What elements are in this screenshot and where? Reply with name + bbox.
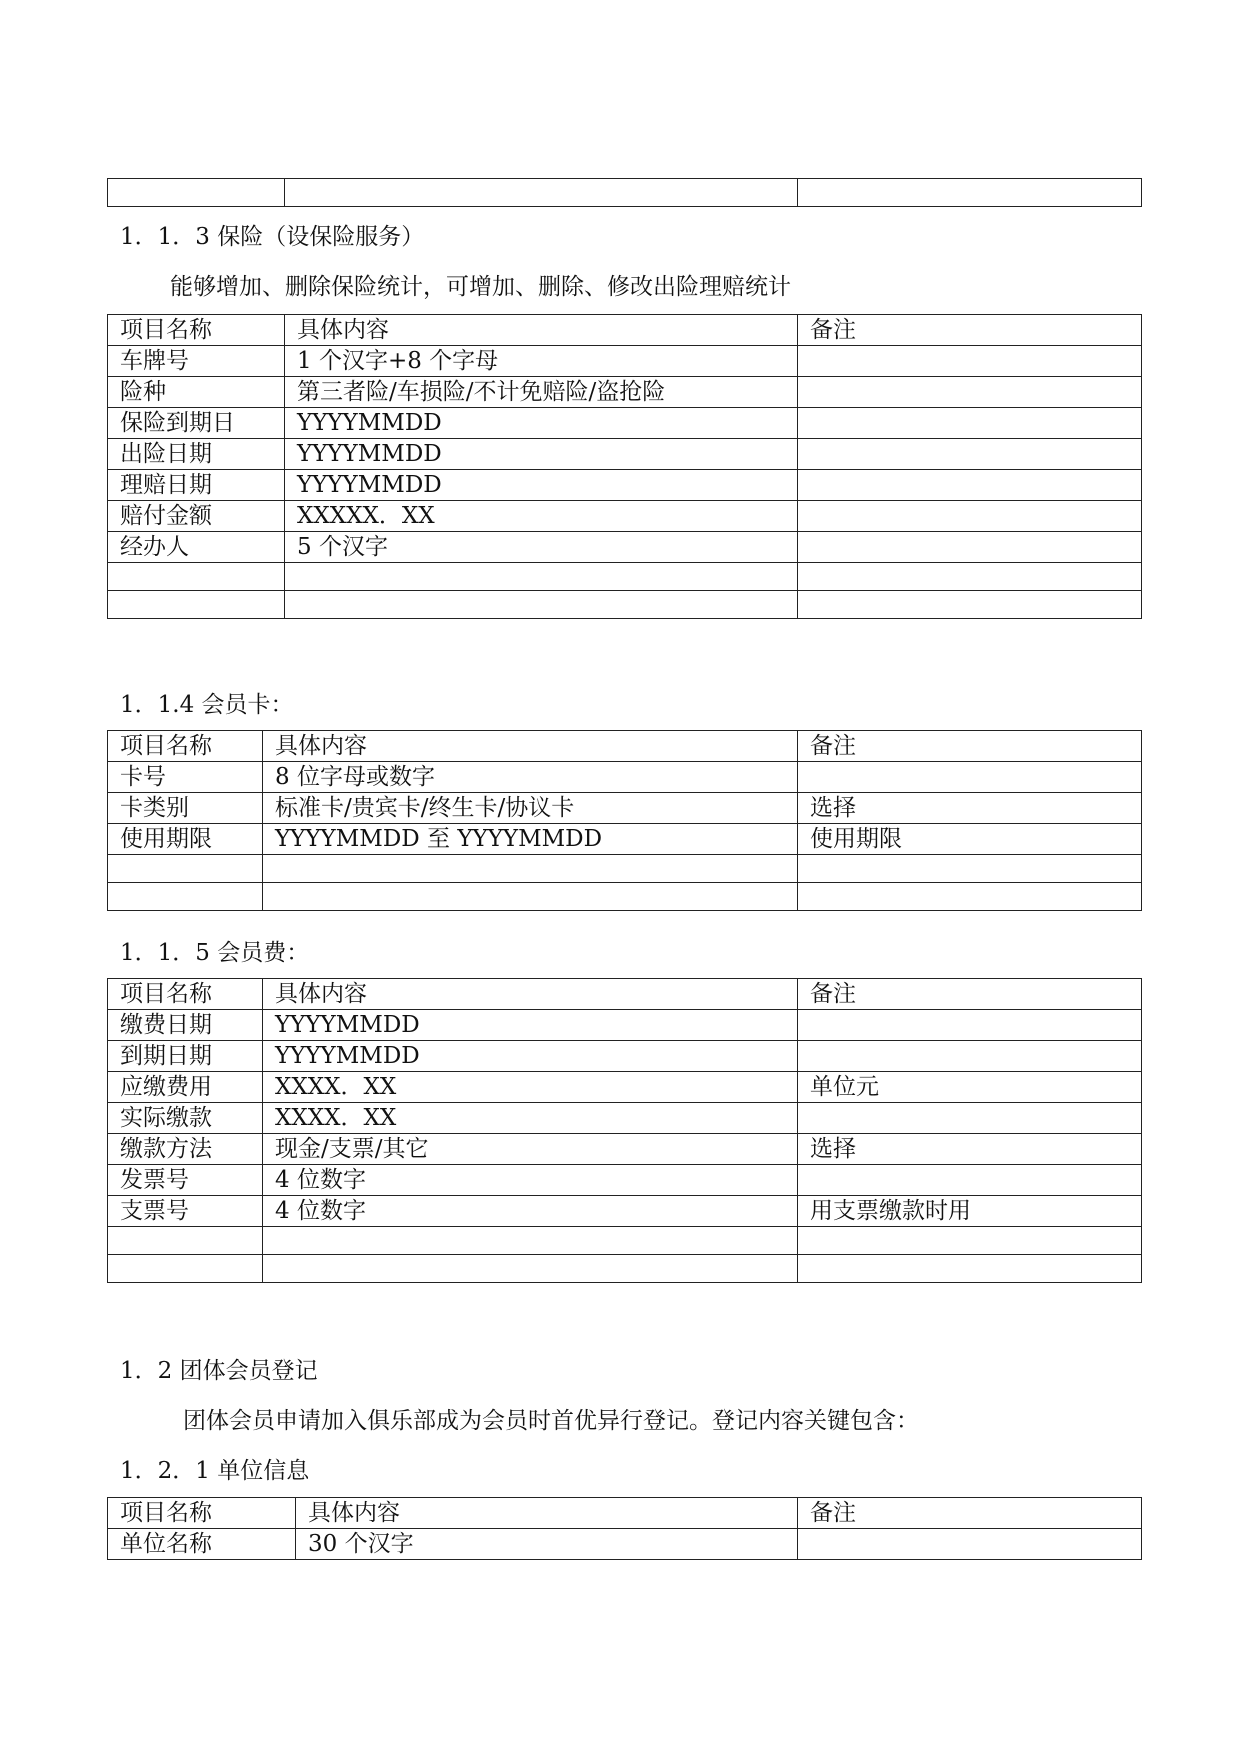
table-row: 缴费日期 YYYYMMDD xyxy=(108,1010,1142,1041)
table-row: 保险到期日 YYYYMMDD xyxy=(108,408,1142,439)
header-content: 具体内容 xyxy=(263,979,798,1010)
top-partial-table xyxy=(107,178,1142,207)
table-row: 理赔日期 YYYYMMDD xyxy=(108,470,1142,501)
table-row: 缴款方法 现金/支票/其它 选择 xyxy=(108,1134,1142,1165)
unit-info-table xyxy=(107,1497,1142,1560)
table-row-empty xyxy=(108,591,1142,619)
table-row: 支票号 4 位数字 用支票缴款时用 xyxy=(108,1196,1142,1227)
table-row-empty xyxy=(108,1255,1142,1283)
table-row: 险种 第三者险/车损险/不计免赔险/盗抢险 xyxy=(108,377,1142,408)
membership-card-table xyxy=(107,730,1142,911)
header-content: 具体内容 xyxy=(296,1498,798,1529)
header-note: 备注 xyxy=(798,1498,1142,1529)
header-note: 备注 xyxy=(798,979,1142,1010)
table-row: 使用期限 YYYYMMDD 至 YYYYMMDD 使用期限 xyxy=(108,824,1142,855)
table-row: 赔付金额 XXXXX．XX xyxy=(108,501,1142,532)
table-row: 应缴费用 XXXX．XX 单位元 xyxy=(108,1072,1142,1103)
table-row: 车牌号 1 个汉字+8 个字母 xyxy=(108,346,1142,377)
header-name: 项目名称 xyxy=(108,979,263,1010)
section-heading-membership-card: 1．1.4 会员卡： xyxy=(120,692,294,718)
table-row: 发票号 4 位数字 xyxy=(108,1165,1142,1196)
header-name: 项目名称 xyxy=(108,731,263,762)
table-row: 出险日期 YYYYMMDD xyxy=(108,439,1142,470)
insurance-table xyxy=(107,314,1142,619)
section-description-group-registration: 团体会员申请加入俱乐部成为会员时首优异行登记。登记内容关键包含： xyxy=(183,1408,919,1434)
header-content: 具体内容 xyxy=(285,315,798,346)
table-header-row xyxy=(108,315,1142,346)
header-name: 项目名称 xyxy=(108,1498,296,1529)
table-header-row xyxy=(108,979,1142,1010)
header-note: 备注 xyxy=(798,315,1142,346)
section-heading-unit-info: 1．2．1 单位信息 xyxy=(120,1458,310,1484)
header-name: 项目名称 xyxy=(108,315,285,346)
table-row: 实际缴款 XXXX．XX xyxy=(108,1103,1142,1134)
membership-fee-table xyxy=(107,978,1142,1283)
header-note: 备注 xyxy=(798,731,1142,762)
table-row: 单位名称 30 个汉字 xyxy=(108,1529,1142,1560)
table-row-empty xyxy=(108,855,1142,883)
table-row-empty xyxy=(108,563,1142,591)
section-heading-insurance: 1．1．3 保险（设保险服务） xyxy=(120,224,425,250)
table-row-empty xyxy=(108,883,1142,911)
section-description-insurance: 能够增加、删除保险统计，可增加、删除、修改出险理赔统计 xyxy=(170,274,791,300)
table-row: 到期日期 YYYYMMDD xyxy=(108,1041,1142,1072)
table-row xyxy=(108,179,1142,207)
table-header-row xyxy=(108,731,1142,762)
table-row: 卡号 8 位字母或数字 xyxy=(108,762,1142,793)
section-heading-group-registration: 1．2 团体会员登记 xyxy=(120,1358,318,1384)
table-row-empty xyxy=(108,1227,1142,1255)
header-content: 具体内容 xyxy=(263,731,798,762)
table-row: 经办人 5 个汉字 xyxy=(108,532,1142,563)
table-header-row xyxy=(108,1498,1142,1529)
section-heading-membership-fee: 1．1．5 会员费： xyxy=(120,940,310,966)
table-row: 卡类别 标准卡/贵宾卡/终生卡/协议卡 选择 xyxy=(108,793,1142,824)
